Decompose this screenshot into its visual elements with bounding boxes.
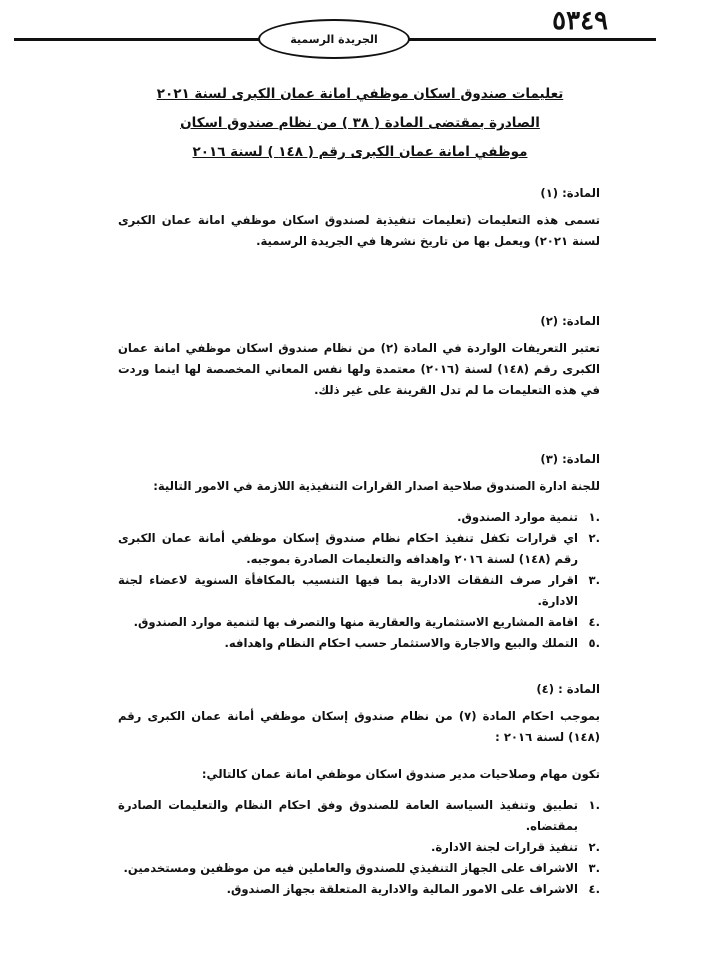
article-intro-2: تكون مهام وصلاحيات مدير صندوق اسكان موظفي امانة عمان كالتالي: — [201, 767, 600, 781]
list-text: الاشراف على الجهاز التنفيذي للصندوق والعاملين فيه من موظفين ومستخدمين. — [123, 861, 578, 875]
list-number: .١ — [588, 510, 600, 524]
list-text: تطبيق وتنفيذ السياسة العامة للصندوق وفق احكام النظام والتعليمات الصادرة بمقتضاه. — [118, 798, 578, 833]
article-heading: المادة : (٤) — [536, 682, 600, 696]
list-item — [118, 837, 600, 858]
list-number: .٥ — [588, 636, 600, 650]
list-text: تنمية موارد الصندوق. — [457, 510, 578, 524]
list-number: .٤ — [588, 615, 600, 629]
page-number: ٥٣٤٩ — [552, 6, 608, 36]
document-title — [80, 80, 640, 167]
list-item — [118, 528, 600, 570]
article-1 — [118, 186, 600, 252]
list-text: تنفيذ قرارات لجنة الادارة. — [431, 840, 578, 854]
list-item — [118, 612, 600, 633]
list-item — [118, 570, 600, 612]
list-number: .١ — [588, 798, 600, 812]
list-item — [118, 858, 600, 879]
article-text: تسمى هذه التعليمات (تعليمات تنفيذية لصندوق اسكان موظفي امانة عمان الكبرى لسنة ٢٠٢١) ويعمل بها من تاريخ نشرها في الجريدة الرسمية. — [118, 213, 600, 248]
list-item — [118, 879, 600, 900]
list-text: التملك والبيع والاجارة والاستثمار حسب احكام النظام واهدافه. — [224, 636, 578, 650]
article-text: تعتبر التعريفات الواردة في المادة (٢) من نظام صندوق اسكان موظفي امانة عمان الكبرى رقم (١٤٨) لسنة (٢٠١٦) معتمدة ولها نفس المعاني المخصصة لها اينما وردت في هذه التعليمات ما لم تدل القرينة على غير ذلك. — [118, 341, 601, 397]
article-heading: المادة: (١) — [540, 186, 600, 200]
article-2 — [118, 314, 600, 401]
list-item — [118, 507, 600, 528]
list-number: .٢ — [588, 840, 600, 854]
title-line-3: موظفي امانة عمان الكبرى رقم ( ١٤٨ ) لسنة ٢٠١٦ — [192, 144, 528, 160]
article-4 — [118, 682, 600, 900]
article-heading: المادة: (٢) — [540, 314, 600, 328]
list-text: اقامة المشاريع الاستثمارية والعقارية منها والتصرف بها لتنمية موارد الصندوق. — [133, 615, 578, 629]
list-text: الاشراف على الامور المالية والادارية المتعلقة بجهاز الصندوق. — [226, 882, 578, 896]
gazette-name: الجريدة الرسمية — [290, 32, 378, 46]
title-line-1: تعليمات صندوق اسكان موظفي امانة عمان الكبرى لسنة ٢٠٢١ — [156, 86, 564, 102]
title-line-2: الصادرة بمقتضى المادة ( ٣٨ ) من نظام صندوق اسكان — [180, 115, 540, 131]
article-list — [118, 795, 600, 900]
list-text: اي قرارات تكفل تنفيذ احكام نظام صندوق إسكان موظفي أمانة عمان الكبرى رقم (١٤٨) لسنة ٢٠١٦ واهدافه والتعليمات الصادرة بموجبه. — [118, 531, 578, 566]
article-intro: بموجب احكام المادة (٧) من نظام صندوق إسكان موظفي أمانة عمان الكبرى رقم (١٤٨) لسنة ٢٠١٦ : — [118, 709, 601, 744]
list-item — [118, 633, 600, 654]
article-list — [118, 507, 600, 654]
list-number: .٣ — [588, 861, 600, 875]
list-item — [118, 795, 600, 837]
article-intro: للجنة ادارة الصندوق صلاحية اصدار القرارات التنفيذية اللازمة في الامور التالية: — [153, 479, 600, 493]
article-heading: المادة: (٣) — [540, 452, 600, 466]
article-3 — [118, 452, 600, 654]
list-text: اقرار صرف النفقات الادارية بما فيها التنسيب بالمكافأة السنوية لاعضاء لجنة الادارة. — [118, 573, 578, 608]
list-number: .٣ — [588, 573, 600, 587]
list-number: .٤ — [588, 882, 600, 896]
gazette-name-oval — [258, 19, 410, 59]
list-number: .٢ — [588, 531, 600, 545]
